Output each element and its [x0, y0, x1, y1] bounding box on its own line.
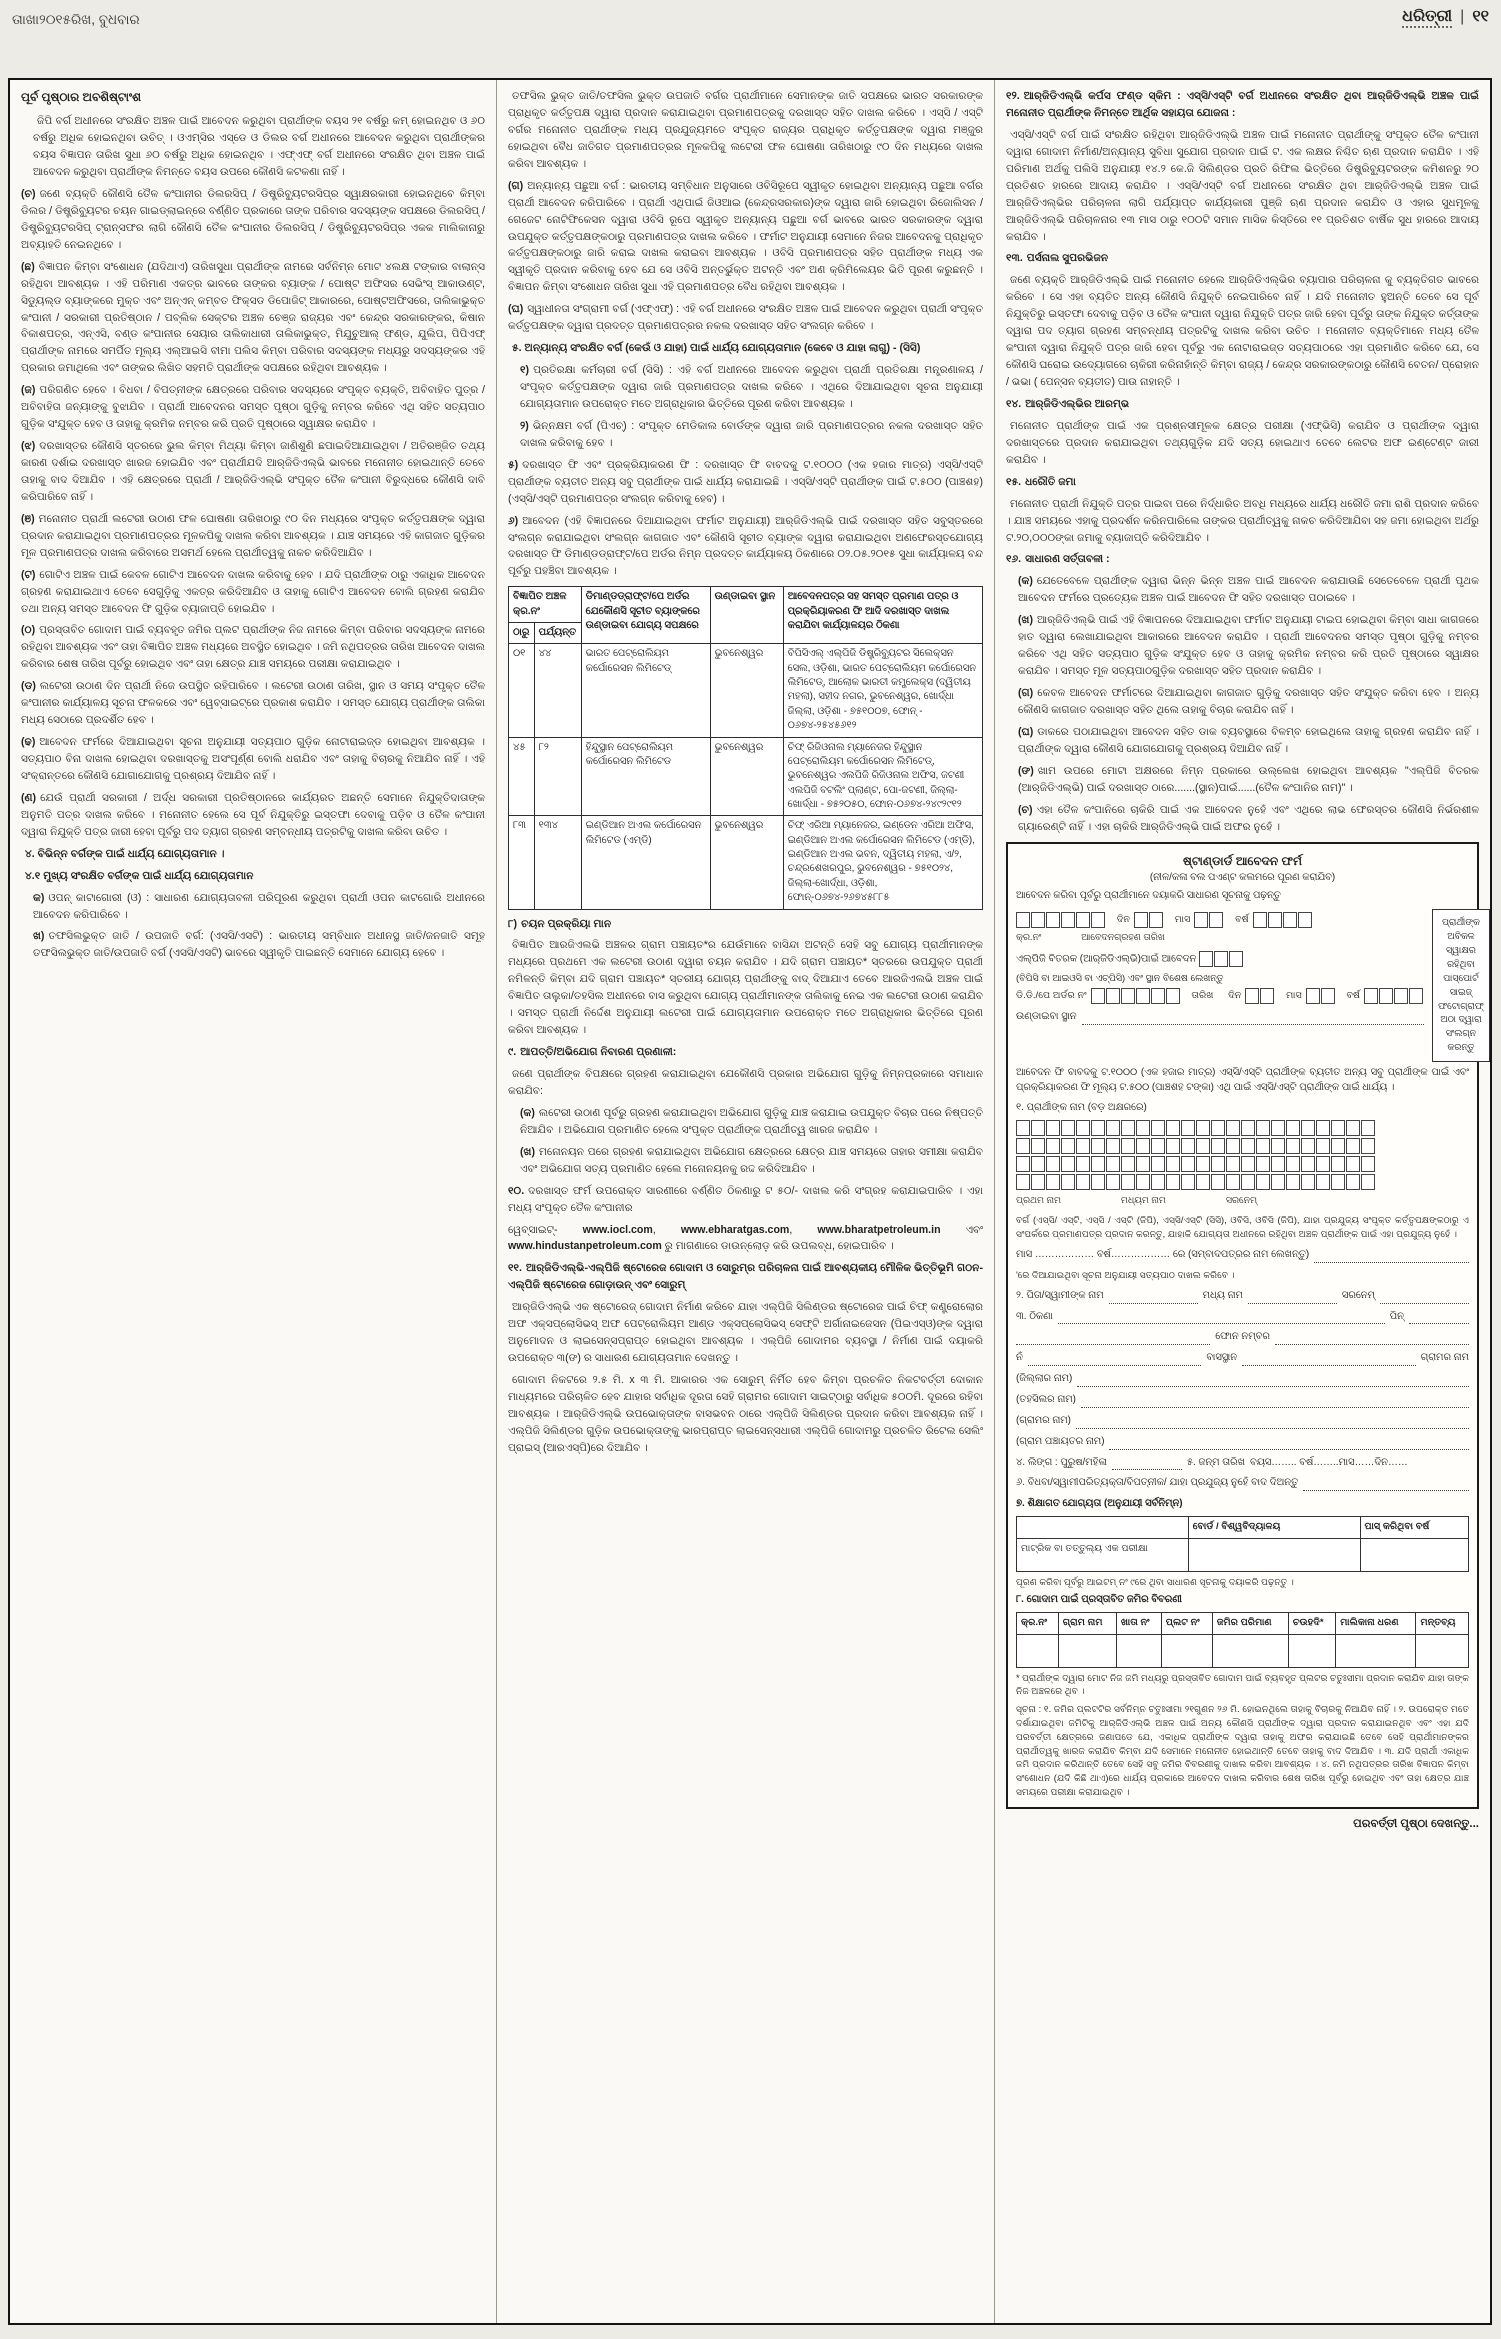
company-name: ହିନ୍ଦୁସ୍ଥାନ ପେଟ୍ରୋଲିୟମ କର୍ପୋରେସନ ଲିମିଟେଡ	[581, 737, 710, 816]
draw-place: ଭୁବନେଶ୍ୱର	[710, 816, 783, 909]
area-from: ୪୫	[509, 737, 535, 816]
item-marker: ୧୧.	[508, 1262, 522, 1275]
item-marker: (ଞ)	[21, 512, 35, 525]
item-marker: (ଙ)	[1018, 764, 1034, 777]
item-marker: (ଗ)	[508, 179, 524, 192]
draw-place: ଭୁବନେଶ୍ୱର	[710, 644, 783, 737]
land-heading: ୮. ଗୋଦାମ ପାଇଁ ପ୍ରସ୍ତାବିତ ଜମିର ବିବରଣୀ	[1016, 1594, 1182, 1606]
paragraph	[508, 1299, 983, 1367]
column-2	[497, 80, 995, 2323]
form-title: ଷ୍ଟାଣ୍ଡାର୍ଡ ଆବେଦନ ଫର୍ମ	[1182, 853, 1302, 868]
paragraph-text: ଦରଖାସ୍ତ ଫର୍ମ ଉପରୋକ୍ତ ସାରଣୀରେ ବର୍ଣ୍ଣିତ ଠିକଣାରୁ ଟ ୫୦/- ଦାଖଲ କରି ସଂଗ୍ରହ କରାଯାଇପାରିବ । ଏହା ମଧ୍ୟ ସଂପୃକ୍ତ ତୈଳ କଂପାନୀର	[508, 1184, 983, 1214]
paragraph-text: ପରିଗଣିତ ହେବେ । ବିଧବା / ବିପତ୍ନୀଙ୍କ କ୍ଷେତ୍ରରେ ପରିବାର ସଦସ୍ୟରେ ସଂପୃକ୍ତ ବ୍ୟକ୍ତି, ଅବିବାହିତ ପୁତ୍ର / ଅବିବାହିତା ଜନ୍ୟାଙ୍କୁ ବୁଝାଯିବ । ପ୍ରାର୍ଥୀ ଆବେଦନର ସମସ୍ତ ପୃଷ୍ଠା ଗୁଡ଼ିକୁ ନମ୍ବର କରିବେ ଏଥି ସହିତ ସତ୍ୟପାଠ ଗୁଡ଼ିକ ସଂଯୁକ୍ତ ହେବ ଓ ତାହାକୁ କ୍ରମିକ ନମ୍ବର କରି ପ୍ରତି ପୃଷ୍ଠାରେ ସ୍ୱାକ୍ଷର କରାଯିବ ।	[21, 384, 485, 431]
gender-input[interactable]	[1112, 1458, 1182, 1470]
dd-row	[1016, 988, 1424, 1004]
paragraph-text: ଭିନ୍ନକ୍ଷମ ବର୍ଗ (ପିଏଚ୍) : ସଂପୃକ୍ତ ମେଡିକାଲ ବୋର୍ଡଙ୍କ ଦ୍ୱାରା ଜାରି ପ୍ରମାଣପତ୍ରର ନକଲ ଦରଖାସ୍ତ ସହିତ ଦାଖଲ କରିବାକୁ ହେବ ।	[520, 419, 983, 449]
father-surname-label: ସରନେମ୍	[1341, 1289, 1375, 1301]
paragraph-text: ଆର୍‌ଜିଡିଏଲ୍ଭି-ଏଲ୍‌ପିଜି ଷ୍ଟୋରେଜ ଗୋଦାମ ଓ ସୋରୁମ୍‌ର ପରିଚାଳନା ପାଇଁ ଆବଶ୍ୟକୀୟ ମୌଳିକ ଭିତ୍ତିଭୂମି ଗଠନ- ଏଲ୍‌ପିଜି ଷ୍ଟୋରେଜ ଗୋଡ଼ାଉନ୍ ଏବଂ ସୋରୁମ୍	[508, 1262, 983, 1292]
paragraph	[21, 734, 485, 785]
item-marker: ୨)	[520, 419, 529, 432]
paragraph-text: ସ୍ୱାଧୀନତା ସଂଗ୍ରାମୀ ବର୍ଗ (ଏଫ୍‌ଏଫ୍) : ଏହି ବର୍ଗ ଅଧୀନରେ ସଂରକ୍ଷିତ ଅଞ୍ଚଳ ପାଇଁ ଆବେଦନ କରୁଥିବା ପ୍ରାର୍ଥୀ ସଂପୃକ୍ତ କର୍ତ୍ତୃପକ୍ଷଙ୍କ ଦ୍ୱାରା ପ୍ରଦତ୍ତ ପ୍ରମାଣପତ୍ରର ନକଲ ଦରଖାସ୍ତ ସହିତ ସଂଲଗ୍ନ କରିବେ ।	[508, 303, 983, 333]
receipt-month-boxes[interactable]	[1194, 914, 1224, 925]
land-empty-cell[interactable]	[1116, 1634, 1161, 1667]
day-label: ଦିନ	[1116, 914, 1130, 926]
affidavit-line: 'ରେ ଦିଆଯାଇଥିବା ସୂଚନା ଅନୁଯାୟୀ ସତ୍ୟପାଠ ଦାଖଲ କରିବେ ।	[1016, 1269, 1235, 1280]
paragraph	[21, 186, 485, 254]
area-from: ୦୧	[509, 644, 535, 737]
company-code-boxes[interactable]	[1199, 954, 1244, 965]
paragraph	[1006, 802, 1479, 836]
name-grid[interactable]	[1016, 1119, 1469, 1190]
dd-day-label: ଦିନ	[1228, 990, 1242, 1002]
land-col-header: ଖାତା ନଂ	[1116, 1613, 1161, 1634]
land-empty-cell[interactable]	[1017, 1634, 1059, 1667]
paragraph	[508, 457, 983, 508]
col2-paragraphs-end	[508, 1260, 983, 1456]
form-read-note: ଆବେଦନ କରିବା ପୂର୍ବରୁ ପ୍ରାର୍ଥୀମାନେ ଦୟାକରି ସାଧାରଣ ସୂଚନାକୁ ପଢ଼ନ୍ତୁ	[1016, 890, 1281, 902]
address-input-2[interactable]	[1016, 1333, 1210, 1345]
village2-input[interactable]	[1076, 1417, 1469, 1429]
paragraph-text: ଆର୍‌ଜିଡିଏଲ୍ଭି ପାଇଁ ଏହି ବିଜ୍ଞାପନରେ ଦିଆଯାଇଥିବା ଫର୍ମାଟ ଅନୁଯାୟୀ ଟାଇପ ହୋଇଥିବା କିମ୍ବା ସାଧା କାଗଜରେ ହାତ ଦ୍ୱାରା ଲେଖାଯାଇଥିବା ଆକାରରେ ଆବେଦନ କରାଯିବ । ପ୍ରାର୍ଥୀ ଆବେଦନର ସମସ୍ତ ପୃଷ୍ଠା ଗୁଡ଼ିକୁ ନମ୍ବର କରିବେ ଏଥି ସହିତ ସତ୍ୟପାଠ ଗୁଡ଼ିକ ସଂଯୁକ୍ତ ହେବ ଓ ତାହାକୁ କ୍ରମିକ ନମ୍ବର କରି ପ୍ରତି ପୃଷ୍ଠାରେ ସ୍ୱାକ୍ଷର କରାଯିବ । ସମସ୍ତ ମୂଳ ସତ୍ୟପାଠଗୁଡ଼ିକ ଦରଖାସ୍ତ ସହିତ ପ୍ରଦାନ କରାଯିବ ।	[1018, 614, 1479, 678]
paragraph	[1006, 551, 1479, 568]
paragraph	[21, 928, 485, 962]
masthead-separator: |	[1460, 8, 1465, 25]
item-marker: ୫)	[508, 458, 519, 471]
paragraph	[508, 1260, 983, 1294]
paragraph	[508, 1044, 983, 1061]
paragraph-text: ମନୋନୟନ ପରେ ଗ୍ରହଣ କରାଯାଇଥିବା ଅଭିଯୋଗ କ୍ଷେତ୍ରରେ କ୍ଷେତ୍ର ଯାଞ୍ଚ ସମୟରେ ତାହାର ସମୀକ୍ଷା କରାଯିବ ଏବଂ ଅଭିଯୋଗ ସତ୍ୟ ପ୍ରମାଣିତ ହେଲେ ମନୋନୟନକୁ ରଦ୍ଦ କରିଦିଆଯିବ ।	[520, 1145, 983, 1175]
paragraph-text: ମନୋନୀତ ପ୍ରାର୍ଥୀ ଲଟେରୀ ଉଠାଣ ଫଳ ଘୋଷଣା ତାରିଖଠାରୁ ୯୦ ଦିନ ମଧ୍ୟରେ ସଂପୃକ୍ତ କର୍ତ୍ତୃପକ୍ଷଙ୍କ ଦ୍ୱାରା ପ୍ରଦାନ କରାଯାଇଥିବା ପ୍ରମାଣପତ୍ରର ମୂଳକପିକୁ ଦାଖଲ କରିବା ଆବଶ୍ୟକ । ଯାଞ୍ଚ ସମୟରେ ଏହି କାଗଜାତ ଗୁଡ଼ିକର ମୂଳ ପ୍ରମାଣପତ୍ର ଦାଖଲ କରିବାରେ ଅସମର୍ଥ ହେଲେ ପ୍ରାର୍ଥୀତ୍ୱକୁ ନାକଚ କରିଦିଆଯିବ ।	[21, 512, 485, 559]
marital-label: ୬. ବିଧବା/ସ୍ୱାମୀପରିତ୍ୟକ୍ତା/ବିପତ୍ନୀକ/ ଯାହା ପ୍ରଯୁଜ୍ୟ ନୁହେଁ ବାଦ ଦିଅନ୍ତୁ	[1016, 1477, 1299, 1489]
edu-board-header: ବୋର୍ଡ / ବିଶ୍ୱବିଦ୍ୟାଳୟ	[1188, 1517, 1360, 1538]
paragraph	[508, 178, 983, 297]
col-header-address: ଆବେଦନପତ୍ର ସହ ସମସ୍ତ ପ୍ରମାଣ ପତ୍ର ଓ ପ୍ରକ୍ରିୟାକରଣ ଫି ଆଦି ଦରଖାସ୍ତ ଦାଖଲ କରାଯିବା କାର୍ଯ୍ୟାଳୟର ଠିକଣା	[783, 587, 982, 644]
paragraph-text: ଡାକରେ ପଠାଯାଇଥିବା ଆବେଦନ ସହିତ ଡାକ ବ୍ୟବସ୍ଥାରେ ବିଳମ୍ବ ହୋଇଥିଲେ ତାହାକୁ ଗ୍ରହଣ କରାଯିବ ନାହିଁ । ପ୍ରାର୍ଥୀଙ୍କ ଦ୍ୱାରା କୌଣସି ଯୋଗଯୋଗକୁ ପ୍ରଶ୍ରୟ ଦିଆଯିବ ନାହିଁ ।	[1018, 725, 1479, 755]
paragraph-text: କେବଳ ଆବେଦନ ଫର୍ମାଟରେ ଦିଆଯାଇଥିବା କାଗଜାତ ଗୁଡ଼ିକୁ ଦରଖାସ୍ତ ସହିତ ସଂଯୁକ୍ତ କରିବା ହେବ । ଅନ୍ୟ କୌଣସି କାଗଜାତ ଦରଖାସ୍ତ ସହିତ ଥିଲେ ତାହାକୁ ବିଚାର କରାଯିବ ନାହିଁ ।	[1018, 687, 1479, 716]
father-line-label: ୨. ପିତା/ସ୍ୱାମୀଙ୍କ ନାମ	[1016, 1289, 1104, 1301]
gender-line: ୪. ଲିଙ୍ଗ : ପୁରୁଷ/ମହିଳା	[1016, 1456, 1107, 1468]
website-url-segment: ଏବଂ	[940, 1223, 983, 1236]
serial-number-boxes[interactable]	[1016, 914, 1106, 925]
land-empty-cell[interactable]	[1212, 1634, 1288, 1667]
phone-label: ଫୋନ ନମ୍ବର	[1215, 1331, 1270, 1343]
paragraph	[1006, 127, 1479, 246]
form-subtitle: (ନୀଳ/କଳା ବଲ ପଏଣ୍ଟ କଲମରେ ପୂରଣ କରାଯିବ)	[1149, 871, 1336, 883]
area-to: ୪୪	[534, 644, 581, 737]
item-marker: (ଘ)	[1018, 725, 1034, 738]
paper-line-label: ମାସ ……………… ବର୍ଷ……………… ରେ (ସମ୍ବାଦପତ୍ରର ନାମ ଲେଖନ୍ତୁ)	[1016, 1249, 1310, 1261]
paragraph-text: ଓପନ୍ କାଟାଗୋରୀ (ଓ) : ସାଧାରଣ ଯୋଗ୍ୟତାବଳୀ ପରିପୂରଣ କରୁଥିବା ପ୍ରାର୍ଥୀ ଓପନ କାଟଗୋରି ଅଧୀନରେ ଆବେଦନ କରିପାରିବେ ।	[33, 891, 485, 921]
first-name-label: ପ୍ରଥମ ନାମ	[1016, 1195, 1061, 1206]
item-marker: (କ)	[1018, 575, 1033, 588]
website-url-segment: ,	[789, 1223, 818, 1236]
item-marker: ୧୨.	[1006, 90, 1020, 102]
paragraph-text: ତଫସିଲ ଭୁକ୍ତ ଜାତି/ତଫସିଲ ଭୁକ୍ତ ଉପଜାତି ବର୍ଗର ପ୍ରାର୍ଥୀମାନେ ସେମାନଙ୍କ ଜାତି ସପକ୍ଷରେ ଭାରତ ସରକାରଙ୍କ ପ୍ରାଧିକୃତ କର୍ତ୍ତୃପକ୍ଷ ଦ୍ୱାରା ପ୍ରଦାନ କରାଯାଇଥିବା ପ୍ରମାଣପତ୍ରକୁ ଦରଖାସ୍ତ ସହିତ ଦାଖଲ କରିବେ । ଏସ୍ସି / ଏସ୍ଟି ବର୍ଗର ମନୋନୀତ ପ୍ରାର୍ଥୀଙ୍କ ମଧ୍ୟ ପ୍ରଯୁଜ୍ୟମତେ ସଂପୃକ୍ତ ରାଜ୍ୟର ପ୍ରାଧିକୃତ କର୍ତ୍ତୃପକ୍ଷଙ୍କ ଦ୍ୱାରା ମଞ୍ଜୁର ହୋଇଥିବା ବୈଧ ଜାତିଗତ ପ୍ରମାଣପତ୍ରର ମୂଳକପିକୁ ଲଟେରୀ ଫଳ ଘୋଷଣା ତାରିଖଠାରୁ ୯୦ ଦିନ ମଧ୍ୟରେ ଦାଖଲ କରିବା ଆବଶ୍ୟକ ।	[508, 90, 983, 170]
col2-paragraphs-top	[508, 88, 983, 580]
paragraph	[21, 382, 485, 433]
company-name: ଭାରତ ପେଟ୍ରୋଲିୟମ କର୍ପୋରେସନ ଲିମିଟେଡ୍	[581, 644, 710, 737]
paragraph-text: ମନୋନୀତ ପ୍ରାର୍ଥୀଙ୍କ ପାଇଁ ଏକ ପ୍ରଶ୍ନସୀମୂଳକ କ୍ଷେତ୍ର ପରୀକ୍ଷା (ଏଫ୍‌ଭିସି) କରାଯିବ ଓ ପ୍ରାର୍ଥୀଙ୍କ ଦ୍ୱାରା ଦରଖାସ୍ତରେ ପ୍ରଦାନ କରାଯାଇଥିବା ତଥ୍ୟଗୁଡ଼ିକ ଯଦି ସତ୍ୟ ହୋଇଥାଏ ତେବେ ଲେଟର ଅଫ ଇଣ୍ଟେଣ୍ଟ ଜାରୀ କରାଯିବ ।	[1006, 419, 1479, 466]
father-middle-input[interactable]	[1248, 1292, 1337, 1304]
dd-number-boxes[interactable]	[1091, 990, 1181, 1001]
item-marker: (କ)	[520, 1106, 535, 1119]
item-marker: (ଛ)	[21, 260, 35, 273]
land-note-star: * ପ୍ରାର୍ଥୀଙ୍କ ଦ୍ୱାରା ମୋଟ ନିଜ ଜମି ମଧ୍ୟରୁ ପ୍ରସ୍ତାବିତ ଗୋଦାମ ପାଇଁ ବ୍ୟବହୃତ ପ୍ଲଟର ଚତୁଃସୀମା ପ୍ରଦାନ କରାଯିବ ଯାହା ତାଙ୍କ ନିଜ ଅଞ୍ଚଳରେ ଥିବ ।	[1016, 1672, 1469, 1697]
paragraph	[1006, 496, 1479, 547]
paragraph	[21, 678, 485, 729]
paragraph	[508, 916, 983, 933]
dd-date-label: ତାରିଖ	[1191, 990, 1214, 1002]
district-label: (ଜିଲ୍ଲାର ନାମ)	[1016, 1373, 1073, 1385]
village-name-label: ଗ୍ରାମର ନାମ	[1420, 1352, 1470, 1364]
father-surname-input[interactable]	[1380, 1292, 1469, 1304]
paragraph	[1006, 88, 1479, 122]
item-marker: (ଠ)	[21, 624, 36, 637]
address-label: ୩. ଠିକଣା	[1016, 1310, 1053, 1322]
item-marker: (ଟ)	[21, 568, 36, 581]
application-offices-table	[508, 586, 983, 909]
land-empty-cell[interactable]	[1288, 1634, 1335, 1667]
item-marker: ଖ)	[33, 930, 45, 943]
receipt-year-boxes[interactable]	[1253, 914, 1313, 925]
draw-place-input-line[interactable]	[1082, 1013, 1425, 1025]
paragraph-text: ଆବେଦନ ଫର୍ମରେ ଦିଆଯାଇଥିବା ସୂଚନା ଅନୁଯାୟୀ ସତ୍ୟପାଠ ଗୁଡ଼ିକ ନୋଟାରାଇଜ୍ଡ ହୋଇଥିବା ଆବଶ୍ୟକ । ସତ୍ୟପାଠ ବିନା ଦାଖଲ ହୋଇଥିବା ଦରଖାସ୍ତକୁ ଅସଂପୂର୍ଣ୍ଣ ବୋଲି ଧରାଯିବ ଏବଂ ତାହାକୁ ବିଚାରକୁ ନିଆଯିବ ନାହିଁ । ଏହି ସଂକ୍ରାନ୍ତରେ କୌଣସି ଯୋଗାଯୋଗକୁ ପ୍ରଶ୍ରୟ ଦିଆଯିବ ନାହିଁ ।	[21, 736, 485, 782]
paragraph-text: ଦରଖାସ୍ତର କୌଣସି ସ୍ତରରେ ଭୁଲ କିମ୍ବା ମିଥ୍ୟା କିମ୍ବା ଜାଣିଶୁଣି ଛପାଇଦିଆଯାଇଥିବା / ଅତିରଞ୍ଜିତ ତଥ୍ୟ କାରଣ ଦର୍ଶାଇ ଦରଖାସ୍ତ ଖାରଜ ହୋଇଯିବ ଏବଂ ପ୍ରାର୍ଥୀଯଦି ଆର୍‌ଜିଡିଏଲ୍ଭି ଭାବରେ ମନୋନୀତ ହୋଇଥାନ୍ତି ତେବେ ତାହାକୁ ବାଦ ଦିଆଯିବ । ଏହି କ୍ଷେତ୍ରରେ ପ୍ରାର୍ଥୀ / ଆର୍‌ଜିଡିଏଲ୍ଭି ସଂପୃକ୍ତ ତୈଳ କଂପାନୀ ବିରୁଦ୍ଧରେ କୌଣସି ଦାବି କରିପାରିବେ ନାହିଁ ।	[21, 440, 485, 503]
item-marker: (ଝ)	[21, 440, 36, 453]
paragraph	[508, 1183, 983, 1217]
draw-place-label: ଉଣ୍ଡାଇବା ସ୍ଥାନ	[1016, 1011, 1077, 1023]
serial-label: କ୍ର.ନଂ	[1016, 932, 1042, 943]
name-grid-label: ୧. ପ୍ରାର୍ଥୀଙ୍କ ନାମ (ବଡ଼ ଅକ୍ଷରରେ)	[1016, 1101, 1147, 1113]
surname-label: ସରନେମ୍	[1225, 1195, 1257, 1206]
paragraph-text: ଖାମ ଉପରେ ମୋଟା ଅକ୍ଷରରେ ନିମ୍ନ ପ୍ରକାରେ ଉଲ୍ଲେଖ ହୋଇଥିବା ଆବଶ୍ୟକ "ଏଲ୍‌ପିଜି ବିତରକ (ଆର୍‌ଜିଡିଏଲ୍ଭି) ପାଇଁ ଦରଖାସ୍ତ ଠାରେ.......(ସ୍ଥାନ)ପାଇଁ......(ତୈଳ କଂପାନିର ନାମ)" ।	[1018, 764, 1479, 794]
paragraph-text: ଆବେଦନ (ଏହି ବିଜ୍ଞାପନରେ ଦିଆଯାଇଥିବା ଫର୍ମାଟ ଅନୁଯାୟୀ) ଆର୍‌ଜିଡିଏଲ୍ଭି ପାଇଁ ଦରଖାସ୍ତ ସହିତ ସବୁସ୍ତରରେ ସଂଲଗ୍ନ କରାଯାଇଥିବା ସଂଲଗ୍ନ କାଗଜାତ ଏବଂ କୌଣସି ସୂଚୀତ ବ୍ୟାଙ୍କ ଦ୍ୱାରା କରାଯାଇଥିବା ଅଣଫେରସ୍ତଯୋଗ୍ୟ ଦରଖାସ୍ତ ଫି ଡିମାଣ୍ଡଡ୍ରାଫ୍ଟ/ପେ ଅର୍ଡର ନିମ୍ନ ପ୍ରଦତ୍ତ କାର୍ଯ୍ୟାଳୟ ଠିକଣାରେ ୦୨.୦୫.୨୦୧୫ ସୁଧା କାର୍ଯ୍ୟାଳୟ ବନ୍ଦ ପୂର୍ବରୁ ପହଞ୍ଚିବା ଆବଶ୍ୟକ ।	[508, 514, 983, 578]
company-hint: (ବିପିସି ବା ଆଇଓସି ବା ଏଚ୍‌ପିସି) ଏବଂ ସ୍ଥାନ ବିଶେଷ ଲେଖନ୍ତୁ	[1016, 971, 1224, 983]
education-table	[1016, 1516, 1469, 1571]
paragraph	[1006, 250, 1479, 267]
office-address: ବିପିସିଏଲ୍ ଏଲ୍‌ପିଜି ଡିଷ୍ଟ୍ରିବ୍ୟୁଟର ସିଲେକ୍ସନ ସେଲ, ଓଡ଼ିଶା, ଭାରତ ପେଟ୍ରୋଲିୟମ କର୍ପୋରେସନ ଲିମିଟେଡ୍, ଆଲୋକ ଭାରତୀ କମ୍ପ୍ଲେକ୍ସ (ଦ୍ୱିତୀୟ ମହଲା), ସହୀଦ ନଗର, ଭୁବନେଶ୍ୱର, ଖୋର୍ଦ୍ଧା ଜିଲ୍ଲା, ଓଡ଼ିଶା - ୭୫୧୦୦୭, ଫୋନ୍ - ୦୬୭୪-୨୫୪୫୬୧୨	[783, 644, 982, 737]
education-heading: ୭. ଶିକ୍ଷାଗତ ଯୋଗ୍ୟତା (ଅନୁଯାୟୀ ସର୍ବନିମ୍ନ)	[1016, 1498, 1183, 1510]
paragraph	[508, 1105, 983, 1139]
paragraph-text: ଯେତେବେଳେ ପ୍ରାର୍ଥୀଙ୍କ ଦ୍ୱାରା ଭିନ୍ନ ଭିନ୍ନ ଅଞ୍ଚଳ ପାଇଁ ଆବେଦନ କରାଯାଉଛି ସେତେବେଳେ ପ୍ରାର୍ଥୀ ପୃଥକ ଆବେଦନ ଫର୍ମରେ ପ୍ରତ୍ୟେକ ଅଞ୍ଚଳ ପାଇଁ ଆବେଦନ ଫି ସହିତ ଦରଖାସ୍ତ ପଠାଇବେ ।	[1018, 575, 1479, 605]
paragraph	[508, 418, 983, 452]
gp-label: (ଗ୍ରାମ ପଞ୍ଚାୟତର ନାମ)	[1016, 1435, 1105, 1447]
dd-year-label: ବର୍ଷ	[1346, 990, 1361, 1002]
dd-day-boxes[interactable]	[1245, 990, 1275, 1001]
office-table-row	[509, 644, 983, 737]
paragraph-text: ଅନ୍ୟାନ୍ୟ ପଛୁଆ ବର୍ଗ : ଭାରତୀୟ ସମ୍ବିଧାନ ଅନୁସାରେ ଓବିସିରୂପେ ସ୍ୱୀକୃତ ହୋଇଥିବା ଅନ୍ୟାନ୍ୟ ପଛୁଆ ବର୍ଗର ପ୍ରାର୍ଥୀ ଆବେଦନ କରିପାରିବେ । ପ୍ରାର୍ଥୀ ଏଥିପାଇଁ ଜିଓଆଇ (କେନ୍ଦ୍ରସରକାର)ଙ୍କ ଦ୍ୱାରା ଜାରି ହୋଇଥିବା ରିଜୋଲିସନ / ଗେଜେଟ ନୋଟିଫିକେସନ ଦ୍ୱାରା ଓବିସି ରୂପେ ସ୍ୱୀକୃତ ଅନ୍ୟାନ୍ୟ ପଛୁଆ ବର୍ଗ ଭାବରେ ଭାରତ ସରକାରଙ୍କ ଦ୍ୱାରା ଉପଯୁକ୍ତ କର୍ତ୍ତୃପକ୍ଷଙ୍କଠାରୁ ପ୍ରମାଣପତ୍ର ଦାଖଲ କରିବେ । ଫର୍ମାଟ ଅନୁଯାୟୀ ସେମାନେ ନିଜର ଆବେଦନକୁ ପ୍ରାଧିକୃତ କର୍ତ୍ତୃପକ୍ଷଙ୍କଠାରୁ ଜାରି କରାଇ ଦାଖଲ କରାଇବା ଆବଶ୍ୟକ । ଓବିସି ପ୍ରମାଣପତ୍ର ସହିତ ପ୍ରାର୍ଥୀଙ୍କ ମଧ୍ୟ ଏକ ସ୍ୱୀକୃତି ପ୍ରଦାନ କରିବାକୁ ହେବ ଯେ ସେ ଓବିସି ଅନ୍ତର୍ଭୁକ୍ତ ଅଟନ୍ତି ଏବଂ ଅଣ କ୍ରିମିଲେୟର ଭିତି ପୂରଣ କରୁଛନ୍ତି । ବିଜ୍ଞାପନ କିମ୍ବା ସଂଶୋଧନ ତାରିଖ ସୁଧା ଏହି ପ୍ରମାଣପତ୍ର ବୈଧ ରହିଥିବା ଆବଶ୍ୟକ ।	[508, 179, 983, 294]
paragraph	[508, 88, 983, 173]
paragraph-text: ଜଣେ ବ୍ୟକ୍ତି ଆର୍‌ଜିଡିଏଲ୍ଭି ପାଇଁ ମନୋନୀତ ହେଲେ ଆର୍‌ଜିଡିଏଲ୍ଭିର ବ୍ୟାପାର ପରିଚାଳନା କୁ ବ୍ୟକ୍ତିଗତ ଭାବରେ କରିବେ । ସେ ଏହା ବ୍ୟତିତ ଅନ୍ୟ କୌଣସି ନିଯୁକ୍ତି ନେଇପାରିବେ ନାହିଁ । ଯଦି ମନୋନୀତ ହୁଅନ୍ତି ତେବେ ସେ ପୂର୍ବ ନିଯୁକ୍ତିରୁ ଇସ୍ତଫା ଦେବାକୁ ପଡ଼ିବ ଓ ତୈଳ କଂପାନୀ ଦ୍ୱାରା ନିଯୁକ୍ତି ପତ୍ର ଜାରି ହେବା ପୂର୍ବରୁ ତାଙ୍କ ନିଯୁକ୍ତ କର୍ତ୍ତାଙ୍କ ଦ୍ୱାରା ପଦ ତ୍ୟାଗ ଗ୍ରହଣ ସମ୍ବନ୍ଧୀୟ ପତ୍ରଟିକୁ ଦାଖଲ କରିବା ଉଚିତ । ମନୋନୀତ ବ୍ୟକ୍ତିମାନେ ମଧ୍ୟ ତୈଳ କଂପାନୀ ଦ୍ୱାରା ନିଯୁକ୍ତି ପତ୍ର ଜାରି ହେବା ପୂର୍ବରୁ ଏକ ନୋଟାରାଇଜ୍ଡ ସତ୍ୟପାଠରେ ଏହା ପ୍ରମାଣିତ କରିବେ ଯେ, ସେ କୌଣସି ଘରୋଇ ଉଦ୍ୟୋଗରେ ଚାକିରୀ କରିନାହାଁନ୍ତି କିମ୍ବା ରାଜ୍ୟ / କେନ୍ଦ୍ର ସରକାରଙ୍କଠାରୁ କୌଣସି ବେତନ/ ପ୍ରୋହାନ / ଭଭା ( ପେନ୍‌ସନ ବ୍ୟତୀତ) ପାଉ ନାହାନ୍ତି ।	[1006, 274, 1479, 388]
paragraph	[508, 1066, 983, 1100]
paragraph-text: ବିଜ୍ଞାପନ କିମ୍ବା ସଂଶୋଧନ (ଯଦିଥାଏ) ତାରିଖସୁଧା ପ୍ରାର୍ଥୀଙ୍କ ନାମରେ ସର୍ବନିମ୍ନ ମୋଟ ୪ଲକ୍ଷ ଟଙ୍କାର ବାଲାନ୍ସ ରହିଥିବା ଆବଶ୍ୟକ । ଏହି ପରିମାଣ ଏକତ୍ର ଭାବରେ ତାଙ୍କର ବ୍ୟାଙ୍କ / ପୋଷ୍ଟ ଅଫିସର ସେଭିଂସ୍ ଆକାଉଣ୍ଟ, ସିଡ୍ୟୁଲ୍ଡ ବ୍ୟାଙ୍କରେ ମୁକ୍ତ ଏବଂ ଅନ୍‌ଏନ୍ କମ୍ବତ ଫିକ୍ସଡ ଡିପୋଜିଟ୍ ଆକାରରେ, ପୋଷ୍ଟଅଫିସରେ, ତାଲିକାଭୁକ୍ତ କଂପାନୀ / ସରକାରୀ ପ୍ରତିଷ୍ଠାନ / ପବ୍ଲିକ ସେକ୍ଟର ଅଞ୍ଚଳ ଚେଞ୍ଜ ରାଜ୍ୟର ଏବଂ କେନ୍ଦ୍ର ସରକାରଙ୍କର, କିଷାନ ବିକାଶପତ୍ର, ଏନ୍‌ଏସି, ବଣ୍ଡ କଂପାନୀର ସେୟାର ତାଲିକାଧାରୀ ତାଲିକାଭୁକ୍ତ, ମିଯୁଚୁଆଲ୍ ଫଣ୍ଡ, ଯୁଲିପ, ପିପିଏଫ୍ ପ୍ରାର୍ଥୀଙ୍କ ନାମରେ ସମର୍ପିତ ମୂଲ୍ୟ ଏଲ୍‌ଆଇସି ବୀମା ପଲିସ କିମ୍ବା ପରିବାର ସଦସ୍ୟଙ୍କ ମଧ୍ୟରୁ ସଦସ୍ୟଙ୍କର ଏହି ପ୍ରକାର ଜମାଥିଲେ ଏବଂ ତାଙ୍କର ଲିଖିତ ସହମତି ପ୍ରାର୍ଥୀଙ୍କ ସପକ୍ଷରେ ରହିଥିବା ଆବଶ୍ୟକ ।	[21, 260, 485, 375]
office-table-row	[509, 816, 983, 909]
item-marker: ୬)	[508, 514, 519, 527]
no-input[interactable]	[1028, 1354, 1202, 1366]
website-url-segment: www.ebharatgas.com	[680, 1223, 790, 1236]
paragraph-text: ଜଣେ ପ୍ରାର୍ଥୀଙ୍କ ବିପକ୍ଷରେ ଗ୍ରହଣ କରାଯାଇଥିବା ଯେକୌଣସି ପ୍ରକାର ଅଭିଯୋଗ ଗୁଡ଼ିକୁ ନିମ୍ନପ୍ରକାରେ ସମାଧାନ କରାଯିବ:	[508, 1068, 983, 1097]
item-marker: ୧୫.	[1006, 475, 1022, 488]
paragraph-text: ଜିପି ବର୍ଗ ଅଧୀନରେ ସଂରକ୍ଷିତ ଅଞ୍ଚଳ ପାଇଁ ଆବେଦନ କରୁଥିବା ପ୍ରାର୍ଥୀଙ୍କ ବୟସ ୨୧ ବର୍ଷରୁ କମ୍ ହୋଇନଥିବ ଓ ୬୦ ବର୍ଷରୁ ଅଧିକ ହୋଇନଥିବା ଉଚିତ୍ । ଓଏମ୍‌ସିର ଏସ୍‌ଡେ ଓ ଡିଲର ବର୍ଗ ଅଧୀନରେ ଆବେଦନ କରୁଥିବା ପ୍ରାର୍ଥୀଙ୍କର ବୟସ ବିଜ୍ଞାପନ ତାରିଖ ସୁଧା ୬୦ ବର୍ଷରୁ ଅଧିକ ହୋଇନଥିବ । ଏଫ୍‌ଏଫ୍ ବର୍ଗ ଅଧୀନରେ ସଂରକ୍ଷିତ ଥିବା ଅଞ୍ଚଳ ପାଇଁ ଆବେଦନ କରୁଥିବା ପ୍ରାର୍ଥୀଙ୍କ ନିମନ୍ତେ ବୟସ ଉପରେ କୌଣସି କଟକଣା ନାହିଁ ।	[33, 115, 485, 178]
address-input[interactable]	[1058, 1312, 1385, 1324]
dd-month-label: ମାସ	[1286, 990, 1302, 1002]
land-col-header: ପ୍ଲଟ ନଂ	[1161, 1613, 1212, 1634]
paragraph-text: ଚୟନ ପ୍ରକ୍ରିୟା ମାନ	[521, 917, 612, 930]
item-marker: (ଚ)	[1018, 803, 1033, 816]
masthead	[1402, 8, 1489, 26]
paragraph	[508, 340, 983, 357]
item-marker: (ଡ)	[21, 680, 36, 693]
land-notes: ସୂଚନା : ୧. ଜମିର ପ୍ଲଟଟିର ସର୍ବନିମ୍ନ ଚତୁଃସୀମା ୨୧ଗୁଣନ ୨୬ ମି. ହୋଇନଥିଲେ ତାହାକୁ ବିଚାରକୁ ନିଆଯିବ ନାହିଁ । ୨. ଉପରୋକ୍ତ ମତେ ଦର୍ଶାଯାଇଥିବା ଜମିଟିକୁ ଆର୍‌ଜିଡିଏଲ୍ଭି ଅଞ୍ଚଳ ପାଇଁ ଅନ୍ୟ କୌଣସି ପ୍ରାର୍ଥୀଙ୍କ ଦ୍ୱାରା ପ୍ରଦାନ କରାଯାଇନଥିବ ଏବଂ ଏହା ଯଦି ପରବର୍ତ୍ତୀ କ୍ଷେତ୍ରରେ ଜଣାପଡେ ଯେ, ଏକାଧିକ ପ୍ରାର୍ଥୀଙ୍କ ଦ୍ୱାରା ତାହାକୁ ଅଫର କରାଯାଇଛି ତେବେ ସେହି ପ୍ରାର୍ଥୀମାନଙ୍କର ପ୍ରାର୍ଥୀତ୍ୱକୁ ଖାରଜ କରାଯିବ କିମ୍ବା ଯଦି ସେମାନେ ମନୋନୀତ ହୋଇଥାନ୍ତି ତେବେ ତାହାକୁ ବାଦ ଦିଆଯିବ । ୩. ଯଦି ପ୍ରାର୍ଥୀ ଏକାଧିକ ଜମି ପ୍ରଦାନ କରିଥାନ୍ତି ତେବେ ସେହି ସବୁ ଜମିର ବିବରଣୀକୁ ଦାଖଲ କରିବା ଆବଶ୍ୟକ । ୪. ଜମି ନଥିପତ୍ରର ତାରିଖ ବିଜ୍ଞାପନ କିମ୍ବା ସଂଶୋଧନ (ଯଦି କିଛି ଥାଏ)ରେ ଧାର୍ଯ୍ୟ ପ୍ରକାରେ ଆବେଦନ ଦାଖଲ କରିବାର ଶେଷ ତାରିଖ ପୂର୍ବରୁ ହୋଇଥିବ ଏବଂ ତାହା କ୍ଷେତ୍ର ଯାଞ୍ଚ ସମୟରେ ପରୀକ୍ଷା କରାଯାଇଥିବ ।	[1016, 1704, 1469, 1797]
paragraph-text: ମନୋନୀତ ପ୍ରାର୍ଥୀ ନିଯୁକ୍ତି ପତ୍ର ପାଇବା ପରେ ନିର୍ଦ୍ଧାରିତ ଅବଧି ମଧ୍ୟରେ ଧାର୍ଯ୍ୟ ଧରୌତି ଜମା ରାଶି ପ୍ରଦାନ କରିବେ । ଯାଞ୍ଚ ସମୟରେ ଏହାକୁ ପ୍ରଦର୍ଶନ କରିନପାରିଲେ ତାଙ୍କର ପ୍ରାର୍ଥୀତ୍ୱକୁ ନାକଚ କରିଦିଆଯିବା ସହ ଜମା ହୋଇଥିବା ଅର୍ଥରୁ ଟ.୨୦,୦୦୦ଙ୍କା ଜମାକୁ ବ୍ୟାଜାପ୍ତି କରିଦିଆଯିବ ।	[1006, 497, 1479, 544]
website-url-segment: ରୁ ମାଗଣାରେ ଡାଉନ୍‌ଲୋଡ଼ କରି ଉପଲବ୍ଧ, ହୋଇପାରିବ ।	[661, 1240, 894, 1253]
paragraph	[1006, 272, 1479, 391]
paragraph	[1006, 474, 1479, 491]
office-table-row	[509, 737, 983, 816]
paragraph	[1006, 612, 1479, 680]
area-from: ୮୩	[509, 816, 535, 909]
paragraph	[21, 567, 485, 618]
dd-number-label: ଡି.ଡି./ପେ ଅର୍ଡର ନଂ	[1016, 990, 1087, 1002]
receipt-day-boxes[interactable]	[1134, 914, 1164, 925]
paragraph	[21, 890, 485, 924]
paragraph-text: ବିଜ୍ଞାପିତ ଆରଜିଏଲଭି ଅଞ୍ଚଳର ଗ୍ରାମ ପଞ୍ଚାୟତ*ର ଯେଉଁମାନେ ବାସିନ୍ଦା ଅଟନ୍ତି ସେହି ସବୁ ଯୋଗ୍ୟ ପ୍ରାର୍ଥୀମାନଙ୍କ ମଧ୍ୟରେ ପ୍ରଥମେ ଏକ ଲଟେରୀ ଉଠାଣ ଦ୍ୱାରା ଚୟନ କରାଯିବ । ଯଦି ଗ୍ରାମ ପଞ୍ଚାୟତ* ସ୍ତରରେ ଉପଯୁକ୍ତ ପ୍ରାର୍ଥୀ ନମିଳନ୍ତି କିମ୍ବା ଯଦି ଗ୍ରାମ ପଞ୍ଚାୟତ* ସ୍ତରୀୟ ଯୋଗ୍ୟ ପ୍ରାର୍ଥୀଙ୍କୁ ବାଦ୍ ଦିଆଯାଏ ତେବେ ଆରଜିଏଲଭି ଅଞ୍ଚଳ ପାଇଁ ବିଜ୍ଞାପିତ ତାଲୁକା/ତହସିଲ ଅଧୀନରେ ବାସ କରୁଥିବା ଯୋଗ୍ୟ ପ୍ରାର୍ଥୀମାନଙ୍କ ତାଲିକାକୁ ନେଇ ଏକ ଲଟେରୀ ଉଠାଣ କରାଯିବ । ସମସ୍ତ ପ୍ରାର୍ଥୀ ନିର୍ଦ୍ଦେଶ ଅନୁଯାୟୀ ଲଟେରୀ ପାଇଁ ଯୋଗ୍ୟତାମାନ ଉପରୋକ୍ତ ମତେ ଅଗ୍ରାଧିକାର ଭିତ୍ତିରେ ପୂରଣ କରିବା ଆବଶ୍ୟକ ।	[508, 939, 983, 1037]
land-col-header: ମନ୍ତବ୍ୟ	[1416, 1613, 1469, 1634]
paragraph-text: ପ୍ରତିରକ୍ଷା କର୍ମଚାରୀ ବର୍ଗ (ସିସି) : ଏହି ବର୍ଗ ଅଧୀନରେ ଆବେଦନ କରୁଥିବା ପ୍ରାର୍ଥୀ ପ୍ରତିରକ୍ଷା ମନ୍ତ୍ରଣାଳୟ / ସଂପୃକ୍ତ କର୍ତ୍ତୃପକ୍ଷଙ୍କ ଦ୍ୱାରା ଜାରି ପ୍ରମାଣପତ୍ର ଦାଖଲ କରିବେ । ଏଥିରେ ଦିଆଯାଇଥିବା ସୂଚନା ଅନୁଯାୟୀ ଯୋଗ୍ୟତାମାନ ଉପରୋକ୍ତ ମତେ ଅଗ୍ରାଧିକାର ଭିତ୍ତିରେ ପୂରଣ କରିବା ଆବଶ୍ୟକ ।	[520, 364, 983, 410]
col3-paragraphs	[1006, 88, 1479, 836]
advertisement-box	[8, 78, 1492, 2325]
phone-input[interactable]	[1275, 1333, 1469, 1345]
item-marker: (ଗ)	[1018, 687, 1034, 699]
father-first-input[interactable]	[1109, 1292, 1198, 1304]
paragraph	[1006, 763, 1479, 797]
paragraph	[508, 937, 983, 1039]
paragraph-text: ଆର୍‌ଜିଡିଏଲ୍ଭି କର୍ପସ ଫଣ୍ଡ ସ୍କିମ : ଏସ୍ସି/ଏସ୍ଟି ବର୍ଗ ଅଧୀନରେ ସଂରକ୍ଷିତ ଥିବା ଆର୍‌ଜିଡିଏଲ୍ଭି ଅଞ୍ଚଳ ପାଇଁ ମନୋନୀତ ପ୍ରାର୍ଥୀଙ୍କ ନିମନ୍ତେ ଆର୍ଥିକ ସହାୟତା ଯୋଜନା :	[1006, 90, 1479, 119]
item-marker: (ଘ)	[508, 303, 524, 316]
land-col-header: ଚଉହଦି*	[1288, 1613, 1335, 1634]
col-header-area: ବିଜ୍ଞାପିତ ଅଞ୍ଚଳ କ୍ର.ନଂ	[509, 587, 582, 623]
paragraph-text: ଗୋଟିଏ ଅଞ୍ଚଳ ପାଇଁ କେବଳ ଗୋଟିଏ ଆବେଦନ ଦାଖଲ କରିବାକୁ ହେବ । ଯଦି ପ୍ରାର୍ଥୀଙ୍କ ଠାରୁ ଏକାଧିକ ଆବେଦନ ଗ୍ରହଣ କରାଯାଇଥାଏ ତେବେ ସେଗୁଡ଼ିକୁ ଏକତ୍ର କରିଦିଆଯିବ ଓ ତାହାକୁ ଗୋଟିଏ ଆବେଦନ ବୋଲି ଗ୍ରହଣ କରାଯିବ ତଥା ଅନ୍ୟ ସମସ୍ତ ଆବେଦନ ଫି ଗୁଡ଼ିକ ବ୍ୟାଜାପ୍ତି ହୋଇଯିବ ।	[21, 568, 485, 615]
paragraph-text: ସାଧାରଣ ସର୍ତ୍ତାବଳୀ :	[1025, 553, 1110, 566]
office-address: ଚିଫ୍ ଏରିଆ ମ୍ୟାନେଜର, ଇଣ୍ଡେନ ଏରିଆ ଅଫିସ, ଇଣ୍ଡିଆନ ଅଏଲ କର୍ପୋରେସନ ଲିମିଟେଡ (ଏମ୍‌ଡି), ଇଣ୍ଡିଆନ ଅଏଲ ଭବନ, ଦ୍ୱିତୀୟ ମହଲା, ଏ/୨, ଚନ୍ଦ୍ରଶେଖରପୁର, ଭୁବନେଶ୍ୱର - ୭୫୧୦୨୪, ଜିଲ୍ଲା-ଖୋର୍ଦ୍ଧା, ଓଡ଼ିଶା, ଫୋନ୍-୦୬୭୪-୨୬୭୪୫୮୮୫	[783, 816, 982, 909]
land-col-header: ଜମିର ପରିମାଣ	[1212, 1613, 1288, 1634]
year-label: ବର୍ଷ	[1235, 914, 1249, 926]
age-line-label: ୫. ଜନ୍ମ ତାରିଖ	[1186, 1456, 1245, 1468]
area-to: ୧୩୪	[534, 816, 581, 909]
continuation-header: ପୂର୍ବ ପୃଷ୍ଠାର ଅବଶିଷ୍ଟାଂଶ	[21, 90, 141, 104]
age-tail: ବୟସ…….. ବର୍ଷ……..ମାସ……ଦିନ……	[1249, 1456, 1408, 1468]
paragraph-text: ଧରୌତି ଜମା	[1025, 475, 1076, 488]
tehsil-label: (ତହସିଲର ନାମ)	[1016, 1393, 1076, 1405]
item-marker: (ଣ)	[21, 791, 37, 804]
paragraph-text: ଆପତ୍ତି/ଅଭିଯୋଗ ନିବାରଣ ପ୍ରଣାଳୀ:	[520, 1046, 677, 1059]
village2-label: (ଗ୍ରାମର ନାମ)	[1016, 1414, 1071, 1426]
date-line: ତା୲ଖ୲୨୦୧୫ରିଖ, ବୁଧବାର	[12, 12, 140, 27]
paragraph-text: ଗୋଦାମ ନିକଟରେ ୨.୫ ମି. x ୩ ମି. ଆକାରର ଏକ ସୋରୁମ୍ ନିର୍ମିତ ହେବ କିମ୍ବା ପ୍ରଚଳିତ ନିକଟବର୍ତ୍ତୀ ଦୋକାନ ମାଧ୍ୟମରେ ପରିଚାଳିତ ହେବ ଯାହାର ସର୍ବାଧିକ ଦୂରତା ସେହି ଗ୍ରାମର ଗୋଦାମ ସାଇଟ୍‌ଠାରୁ ସର୍ବାଧିକ ୫୦୦ମି. ଦୂରରେ ରହିବା ଆବଶ୍ୟକ । ଆର୍‌ଜିଡିଏଲ୍ଭି ଉପଭୋକ୍ତାଙ୍କ ବାସଭବନ ଠାରେ ଏଲ୍‌ପିଜି ସିଲିଣ୍ଡର ପ୍ରଦାନ କରିବା ଆବଶ୍ୟକ ନାହିଁ । ଏଲ୍‌ପିଜି ସିଲିଣ୍ଡର ଗୁଡ଼ିକ ଉପଭୋକ୍ତାଙ୍କୁ ଭାରପ୍ରାପ୍ତ ଲାଇସେନ୍ସଧାରୀ ଏଲ୍‌ପିଜି ଗୋଦାମରୁ ପ୍ରଚଳିତ ରିଟେଲ ସେଲିଂ ପ୍ରାଇସ୍ (ଆରଏସ୍‌ପି)ରେ ଦିଆଯିବ ।	[508, 1374, 983, 1454]
application-form	[1006, 842, 1484, 1809]
land-empty-cell[interactable]	[1161, 1634, 1212, 1667]
paragraph	[21, 259, 485, 378]
paragraph	[508, 513, 983, 581]
paragraph	[508, 1144, 983, 1178]
newspaper-name: ଧରିତ୍ରୀ	[1402, 8, 1452, 28]
paragraph	[1006, 396, 1479, 413]
land-empty-cell[interactable]	[1416, 1634, 1469, 1667]
photo-box: ପ୍ରାର୍ଥୀଙ୍କ ଅବିକଳ ସ୍ୱାକ୍ଷର ରହିଥିବା ପାସ୍‌ପୋର୍ଟ ସାଇଜ୍ ଫଟୋଗ୍ରାଫ୍ ଅଠା ଦ୍ୱାରା ସଂଲଗ୍ନ କରନ୍ତୁ	[1432, 909, 1490, 1062]
paper-input-line[interactable]	[1314, 1251, 1469, 1263]
paragraph-text: ୪. ବିଭିନ୍ନ ବର୍ଗଙ୍କ ପାଇଁ ଧାର୍ଯ୍ୟ ଯୋଗ୍ୟତାମାନ ।	[25, 847, 225, 860]
item-marker: (ଚ)	[21, 187, 36, 200]
residence-label: ବାସସ୍ଥାନ	[1206, 1352, 1238, 1364]
col2-paragraphs-bottom	[508, 916, 983, 1217]
residence-input[interactable]	[1242, 1354, 1416, 1366]
land-col-header: କ୍ର.ନଂ	[1017, 1613, 1059, 1634]
item-marker: (ଖ)	[1018, 614, 1033, 627]
next-page-note: ପରବର୍ତ୍ତୀ ପୃଷ୍ଠା ଦେଖନ୍ତୁ...	[1353, 1817, 1479, 1830]
col-header-from: ଠାରୁ	[509, 623, 535, 644]
paragraph	[508, 301, 983, 335]
tehsil-input[interactable]	[1081, 1396, 1469, 1408]
paragraph	[21, 622, 485, 673]
paragraph-text: ଯେଉଁ ପ୍ରାର୍ଥୀ ସରକାରୀ / ଅର୍ଦ୍ଧ ସରକାରୀ ପ୍ରତିଷ୍ଠାନରେ କାର୍ଯ୍ୟରତ ଅଛନ୍ତି ସେମାନେ ନିଯୁକ୍ତିଦାତାଙ୍କ ଅନୁମତି ପତ୍ର ଦାଖଲ କରିବେ । ମନୋନୀତ ହେଲେ ସେ ପୂର୍ବ ନିଯୁକ୍ତିରୁ ଇସ୍ତଫା ଦେବାକୁ ପଡ଼ିବ ଓ ତୈଳ କଂପାନୀ ଦ୍ୱାରା ନିଯୁକ୍ତି ପତ୍ର ଜାରୀ ହେବା ପୂର୍ବରୁ ପଦ ତ୍ୟାଗ ଗ୍ରହଣ ସମ୍ବନ୍ଧୀୟ ପତ୍ରଟିକୁ ଦାଖଲ କରିବା ଉଚିତ ।	[21, 791, 485, 838]
item-marker: ୧୦.	[508, 1184, 525, 1197]
paragraph	[508, 362, 983, 413]
apply-line-label: ଏଲ୍‌ପିଜି ବିତରକ (ଆର୍‌ଜିଡିଏଲ୍ଭି)ପାଇଁ ଆବେଦନ	[1016, 953, 1197, 965]
column-1	[10, 80, 497, 2323]
website-line	[508, 1222, 983, 1256]
land-empty-cell[interactable]	[1336, 1634, 1416, 1667]
item-marker: (ଖ)	[520, 1145, 535, 1158]
company-name: ଇଣ୍ଡିଆନ ଅଏଲ କର୍ପୋରେସନ ଲିମିଟେଡ (ଏମ୍‌ଡି)	[581, 816, 710, 909]
pin-label: ପିନ୍	[1389, 1310, 1404, 1322]
paragraph-text: ପ୍ରସ୍ତାବିତ ଗୋଦାମ ପାଇଁ ବ୍ୟବହୃତ ଜମିର ପ୍ଲଟ ପ୍ରାର୍ଥୀଙ୍କ ନିଜ ନାମରେ କିମ୍ବା ପରିବାର ସଦସ୍ୟଙ୍କ ନାମରେ ରହିଥିବା ଆବଶ୍ୟକ ଏବଂ ତାହା ବିଜ୍ଞାପିତ ଅଞ୍ଚଳ ମଧ୍ୟରେ ଅବସ୍ଥିତ ହୋଇଥିବ । ଜମି ନଥିପତ୍ରର ତାରିଖ ଆବେଦନ ଦାଖଲ କରିବାର ଶେଷ ତାରିଖ ପୂର୍ବରୁ ହୋଇଥିବ ଏବଂ ତାହା କ୍ଷେତ୍ର ଯାଞ୍ଚ ସମୟରେ ପରୀକ୍ଷା କରାଯାଇଥିବ ।	[21, 624, 485, 671]
edu-board-cell[interactable]	[1188, 1538, 1360, 1571]
item-marker: ୯.	[508, 1046, 517, 1059]
paragraph	[21, 790, 485, 841]
education-note: ପୂରଣ କରିବା ପୂର୍ବରୁ ଆଇଟମ୍ ନଂ ୯ରେ ଥିବା ସାଧାରଣ ସୂଚନାକୁ ଦୟାକରି ପଢ଼ନ୍ତୁ ।	[1016, 1576, 1294, 1587]
father-middle-label: ମଧ୍ୟ ନାମ	[1202, 1289, 1243, 1301]
website-url-segment: www.hindustanpetroleum.com	[508, 1240, 662, 1253]
edu-row-header	[1017, 1517, 1189, 1538]
item-marker: (ଢ)	[21, 736, 36, 749]
draw-place: ଭୁବନେଶ୍ୱର	[710, 737, 783, 816]
paragraph	[1006, 685, 1479, 719]
edu-row-label: ମାଟ୍ରିକ ବା ତତ୍ତୁଲ୍ୟ ଏକ ପରୀକ୍ଷା	[1017, 1538, 1189, 1571]
item-marker: (ଜ)	[21, 384, 36, 397]
edu-year-cell[interactable]	[1360, 1538, 1468, 1571]
paragraph	[21, 113, 485, 181]
page-number: ୧୧	[1472, 8, 1489, 25]
column-3	[995, 80, 1490, 2323]
item-marker: ୮)	[508, 917, 518, 930]
paragraph-text: ଲଟେରୀ ଉଠାଣ ପୂର୍ବରୁ ଗ୍ରହଣ କରାଯାଇଥିବା ଅଭିଯୋଗ ଗୁଡ଼ିକୁ ଯାଞ୍ଚ କରାଯାଇ ଉପଯୁକ୍ତ ବିଚାର ପରେ ନିଷ୍ପତ୍ତି ନିଆଯିବ । ଅଭିଯୋଗ ପ୍ରମାଣିତ ହେଲେ ସଂପୃକ୍ତ ପ୍ରାର୍ଥୀଙ୍କ ପ୍ରାର୍ଥୀତ୍ୱ ଖାରଜ କରାଯିବ ।	[520, 1106, 983, 1136]
land-col-header: ଗ୍ରାମ ନାମ	[1058, 1613, 1116, 1634]
col-header-to: ପର୍ଯ୍ୟନ୍ତ	[534, 623, 581, 644]
website-url-segment: ୱେବ୍‌ସାଇଟ୍-	[508, 1223, 583, 1236]
paragraph-text: ପର୍ସନାଲ ସୁପରଭିଜନ	[1026, 252, 1109, 265]
paragraph-text: ୫. ଅନ୍ୟାନ୍ୟ ସଂରକ୍ଷିତ ବର୍ଗ (କେଉଁ ଓ ଯାହା) ପାଇଁ ଧାର୍ଯ୍ୟ ଯୋଗ୍ୟତାମାନ (କେବେ ଓ ଯାହା ଲାଗୁ) - (ସିସି)	[512, 342, 921, 355]
paragraph	[21, 438, 485, 506]
area-to: ୮୨	[534, 737, 581, 816]
land-col-header: ମାଲିକାନା ଧରଣ	[1336, 1613, 1416, 1634]
pin-input[interactable]	[1409, 1312, 1469, 1324]
apply-line-row	[1016, 951, 1424, 967]
no-label: ନଁ	[1016, 1352, 1023, 1364]
land-table	[1016, 1612, 1469, 1667]
paragraph	[21, 846, 485, 863]
paragraph-text: ଜଣେ ବ୍ୟକ୍ତି କୌଣସି ତୈଳ କଂପାନୀର ଡିଲରସିପ୍ / ଡିଷ୍ଟ୍ରିବ୍ୟୁଟରସିପ୍‌ର ସ୍ୱାକ୍ଷରକାରୀ ହୋଇନଥିବେ କିମ୍ବା ଡିଲର / ଡିଷ୍ଟ୍ରିବ୍ୟୁଟର ଚୟନ ଗାଇଡ୍‌ଲାଇନ୍‌ରେ ବର୍ଣ୍ଣିତ ପ୍ରକାରେ ତାଙ୍କ ପରିବାର ସଦସ୍ୟଙ୍କ ସପକ୍ଷରେ ଡିଲରସିପ୍ / ଡିଷ୍ଟ୍ରିବ୍ୟୁଟରସିପ୍ ଟ୍ରାନ୍ସଫର ଲାଗି କୌଣସି ତୈଳ କଂପାନୀର ଡିଲରସିପ୍ / ଡିଷ୍ଟ୍ରିବ୍ୟୁଟରସିପ୍‌ର ଏକକ ମାଲିକାନାରୁ ଅବ୍ୟାହତି ନେଇନଥିବେ ।	[21, 187, 485, 251]
edu-year-header: ପାସ୍ କରିଥିବା ବର୍ଷ	[1360, 1517, 1468, 1538]
paragraph-text: ଆର୍‌ଜିଡିଏଲ୍ଭି ଏକ ଷ୍ଟୋରେଜ୍ ଗୋଦାମ ନିର୍ମାଣ କରିବେ ଯାହା ଏଲ୍‌ପିଜି ସିଲିଣ୍ଡର ଷ୍ଟୋରେଜ ପାଇଁ ଚିଫ୍ କଣ୍ଟ୍ରୋଲୋର ଅଫ ଏକ୍ସପ୍ଲୋସିଭସ୍ ଅଫ ପେଟ୍ରୋଲିୟମ ଆଣ୍ଡ ଏକ୍ସପ୍ଲୋସିଭସ୍ ସେଫ୍ଟି ଅର୍ଗାନାଇଜେସନ (ପିଇଏସ୍ଓ)ଙ୍କ ଦ୍ୱାରା ଅନୁମୋଦନ ଓ ଲାଇସେନ୍ସପ୍ରାପ୍ତ ହୋଇଥିବା ଆବଶ୍ୟକ । ଏଲ୍‌ପିଜି ଗୋଦାମର ବ୍ୟବସ୍ଥା / ନିର୍ମାଣ ପାଇଁ ଦୟାକରି ଉପରୋକ୍ତ ୩(ଙ) ର ସାଧାରଣ ଯୋଗ୍ୟତାମାନ ଦେଖନ୍ତୁ ।	[508, 1301, 983, 1365]
paragraph-text: ଏସ୍ସି/ଏସ୍ଟି ବର୍ଗ ପାଇଁ ସଂରକ୍ଷିତ ରହିଥିବା ଆର୍‌ଜିଡିଏଲ୍ଭି ଅଞ୍ଚଳ ପାଇଁ ମନୋନୀତ ପ୍ରାର୍ଥୀଙ୍କୁ ସଂପୃକ୍ତ ତୈଳ କଂପାନୀ ଦ୍ୱାରା ଗୋଦାମ ନିର୍ମାଣ/ଅନ୍ୟାନ୍ୟ ସୁବିଧା ସୁଯୋଗ ପ୍ରଦାନ ପାଇଁ ଟ. ଏକ ଲକ୍ଷର ନିଶ୍ଚିତ ଋଣ ପ୍ରଦାନ କରାଯିବ । ଏହି ପରିମାଣ ଅର୍ଥକୁ ପଲିସି ଅନୁଯାୟୀ ୧୪.୨ କେ.ଜି ସିଲିଣ୍ଡର ପ୍ରତି ରିଫିଲ ଭିତ୍ତିରେ ଡିଷ୍ଟ୍ରିବ୍ୟୁଟରଙ୍କ କମିଶନରୁ ୨୦ ପ୍ରତିଶତ ହାରରେ ଆଦାୟ କରାଯିବ । ଏସ୍ସି/ଏସ୍ଟି ବର୍ଗ ଅଧୀନରେ ସଂରକ୍ଷିତ ଥିବା ଆର୍‌ଜିଡିଏଲ୍ଭି ଅଞ୍ଚଳ ପାଇଁ ଆର୍‌ଜିଡିଏଲ୍ଭିର ପରିଚାଳନା ଲାଗି ପର୍ଯ୍ୟାପ୍ତ କାର୍ଯ୍ୟକାରୀ ପୁଞ୍ଜି ଋଣ ପ୍ରଦାନ କରାଯିବ ଓ ଏହାର ସୁଧମୂଳକୁ ଆର୍‌ଜିଡିଏଲ୍ଭି ପରିଚାଳନାର ୧୩ ମାସ ଠାରୁ ୧୦୦ଟି ସମାନ ମାସିକ କିସ୍ତିରେ ୧୧ ପ୍ରତିଶତ ବାର୍ଷିକ ସୁଧ ହାରରେ ଆଦାୟ କରାଯିବ ।	[1006, 128, 1479, 243]
paragraph-text: ଆର୍‌ଜିଡିଏଲ୍ଭିର ଆରମ୍ଭ	[1025, 397, 1130, 410]
gp-input[interactable]	[1109, 1438, 1469, 1450]
marital-input[interactable]	[1303, 1479, 1469, 1491]
paragraph-text: ଦରଖାସ୍ତ ଫି ଏବଂ ପ୍ରକ୍ରିୟାକରଣ ଫି : ଦରଖାସ୍ତ ଫି ବାବଦକୁ ଟ.୧୦୦୦ (ଏକ ହଜାର ମାତ୍ର) ଏସ୍ସି/ଏସ୍ଟି ପ୍ରାର୍ଥୀଙ୍କ ବ୍ୟତୀତ ଅନ୍ୟ ସବୁ ପ୍ରାର୍ଥୀଙ୍କ ପାଇଁ ଧାର୍ଯ୍ୟ କରାଯାଇଛି । ଏସ୍ସି/ଏସ୍ଟି ପ୍ରାର୍ଥୀଙ୍କ ପାଇଁ ଟ.୫୦୦ (ପାଞ୍ଚଶହ) (ଏସ୍ସି/ଏସ୍ଟି ପ୍ରମାଣପତ୍ର ସଂଲଗ୍ନ କରିବାକୁ ହେବ) ।	[508, 458, 983, 505]
paragraph	[508, 1372, 983, 1457]
website-url-segment: www.bharatpetroleum.in	[817, 1223, 941, 1236]
middle-name-label: ମଧ୍ୟମ ନାମ	[1120, 1195, 1166, 1206]
paragraph	[21, 868, 485, 885]
district-input[interactable]	[1077, 1375, 1469, 1387]
paragraph-text: ଏହା ତୈଳ କଂପାନିରେ ଚାକିରି ପାଇଁ ଏକ ଆବେଦନ ନୁହେଁ ଏବଂ ଏଥିରେ ଲାଭ ଫେରସ୍ତର କୌଣସି ନିର୍ଭରଶୀଳ ଗ୍ୟାରେଣ୍ଟି ନାହିଁ । ଏହା ଚାକିରି ଆର୍‌ଜିଡିଏଲ୍ଭି ପାଇଁ ଅଫର ନୁହେଁ ।	[1018, 803, 1479, 833]
dd-year-boxes[interactable]	[1364, 990, 1424, 1001]
month-label: ମାସ	[1174, 914, 1191, 926]
paragraph	[21, 511, 485, 562]
page-header	[10, 6, 1491, 36]
receipt-date-label: ଆବେଦନଗ୍ରହଣ ତାରିଖ	[1081, 932, 1165, 943]
col-header-place: ଉଣ୍ଡାଇବା ସ୍ଥାନ	[710, 587, 783, 644]
serial-and-date-boxes	[1016, 912, 1424, 928]
office-address: ଚିଫ୍ ରିଜିଓନାଲ ମ୍ୟାନେଜର ହିନ୍ଦୁସ୍ଥାନ ପେଟ୍ରୋଲିୟମ କର୍ପୋରେସନ ଲିମିଟେଡ୍, ଭୁବନେଶ୍ୱର ଏଲପିଜି ରିଜିଓନାଲ ଅଫିସ, ଜଟଣୀ ଏଲପିଜି ବଟଲିଂ ପ୍ଲାଣ୍ଟ, ପୋ-ଜଟଣୀ, ଜିଲ୍ଲା-ଖୋର୍ଦ୍ଧା - ୭୫୨୦୫୦, ଫୋନ-୦୬୭୪-୨୪୯୨୯୧୨	[783, 737, 982, 816]
website-url-segment: www.iocl.com	[582, 1223, 653, 1236]
paragraph-text: ତଫସିଲଭୁକ୍ତ ଜାତି / ଉପଜାତି ବର୍ଗ: (ଏସସି/ଏସଟି) : ଭାରତୀୟ ସମ୍ବିଧାନ ଅଧୀନସ୍ଥ ଜାତି/ଜନଜାତି ସମୂହ ତଫସିଲଭୁକ୍ତ ଜାତି/ଉପଜାତି ବର୍ଗ (ଏସସି/ଏସଟି) ଭାବରେ ସ୍ୱୀକୃତି ପାଇଛନ୍ତି ସେମାନେ ଯୋଗ୍ୟ ହେବେ ।	[33, 930, 485, 960]
land-empty-cell[interactable]	[1058, 1634, 1116, 1667]
item-marker: କ)	[33, 891, 45, 904]
dd-month-boxes[interactable]	[1306, 990, 1336, 1001]
category-text: ବର୍ଗ (ଏସ୍ସି/ ଏସ୍ଟି, ଏସ୍ସି / ଏସ୍ଟି (ଜିପି), ଏସ୍‌ସି/ଏସ୍ଟି (ସିସି), ଓବିସି, ଓବିସି (ଜିପି), ଯାହା ପ୍ରଯୁଜ୍ୟ ସଂପୃକ୍ତ କର୍ତ୍ତୃପକ୍ଷଙ୍କଠାରୁ ଏ ସଂପର୍କରେ ପ୍ରମାଣପତ୍ର ପ୍ରଦାନ କରନ୍ତୁ, ଯାହାକି ଯୋଗ୍ୟତା ଅଧୀନରେ ରହିଥିବା ଅଞ୍ଚଳ ପ୍ରାର୍ଥୀଙ୍କ ପାଇଁ ଏହା ପ୍ରଯୁଜ୍ୟ ନୁହେଁ ।	[1016, 1215, 1469, 1240]
fee-text: ଆବେଦନ ଫି ବାବଦକୁ ଟ.୧୦୦୦ (ଏକ ହଜାର ମାତ୍ର) ଏସ୍ସି/ଏସ୍ଟି ପ୍ରାର୍ଥୀଙ୍କ ବ୍ୟତୀତ ଅନ୍ୟ ସବୁ ପ୍ରାର୍ଥୀଙ୍କ ପାଇଁ ଏବଂ ପ୍ରକ୍ରିୟାକରଣ ଫି ମୂଲ୍ୟ ଟ.୫୦୦ (ପାଞ୍ଚଶହ ଟଙ୍କା) ଏଥି ପାଇଁ ଏସ୍ସି/ଏସ୍ଟି ପ୍ରାର୍ଥୀଙ୍କ ପାଇଁ ଧାର୍ଯ୍ୟ ।	[1016, 1067, 1469, 1093]
paragraph	[1006, 573, 1479, 607]
item-marker: ୧୪.	[1006, 397, 1022, 410]
paragraph	[1006, 418, 1479, 469]
paragraph-text: ଲଟେରୀ ଉଠାଣ ଦିନ ପ୍ରାର୍ଥୀ ନିଜେ ଉପସ୍ଥିତ ରହିପାରିବେ । ଲଟେରୀ ଉଠାଣ ତାରିଖ, ସ୍ଥାନ ଓ ସମୟ ସଂପୃକ୍ତ ତୈଳ କଂପାନୀର କାର୍ଯ୍ୟାଳୟ ସୂଚନା ଫଳକରେ ଏବଂ ୱେବ୍‌ସାଇଟ୍‌ରେ ପ୍ରକାଶ କରାଯିବ । ସମସ୍ତ ଯୋଗ୍ୟ ପ୍ରାର୍ଥୀଙ୍କ ତାଲିକା ମଧ୍ୟ ସେଠାରେ ପ୍ରଦର୍ଶିତ ହେବ ।	[21, 680, 485, 727]
col1-paragraphs	[21, 113, 485, 962]
item-marker: ୧୩.	[1006, 252, 1023, 265]
item-marker: ୧)	[520, 364, 530, 377]
paragraph	[1006, 724, 1479, 758]
item-marker: ୧୬.	[1006, 553, 1022, 566]
website-url-segment: ,	[652, 1223, 681, 1236]
col-header-dd: ଡିମାଣ୍ଡଡ୍ରାଫ୍ଟ/ପେ ଅର୍ଡର ଯେକୌଣସି ସୂଚୀତ ବ୍ୟାଙ୍କରେ ଉଣ୍ଡାଇବା ଯୋଗ୍ୟ ସପକ୍ଷରେ	[581, 587, 710, 644]
paragraph-text: ୪.୧ ମୁଖ୍ୟ ସଂରକ୍ଷିତ ବର୍ଗଙ୍କ ପାଇଁ ଧାର୍ଯ୍ୟ ଯୋଗ୍ୟତାମାନ	[25, 869, 254, 882]
